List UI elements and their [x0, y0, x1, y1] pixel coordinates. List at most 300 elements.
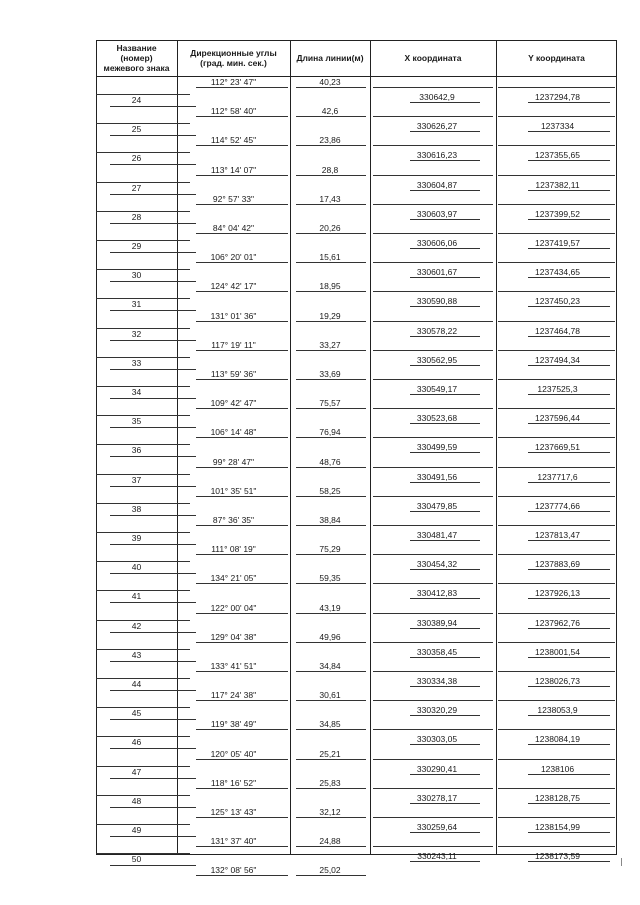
point-underline [110, 632, 196, 633]
segment-length: 20,26 [319, 223, 341, 233]
segment-underline [296, 204, 366, 205]
coord-divider [498, 496, 615, 497]
header-angles [177, 40, 290, 76]
y-coordinate: 1237382,11 [535, 179, 580, 190]
coord-underline [410, 803, 480, 804]
segment-length: 15,61 [319, 252, 341, 263]
y-coordinate: 1238106 [540, 763, 575, 774]
point-name: 31 [131, 299, 142, 310]
coord-divider [498, 262, 615, 263]
segment-length: 19,29 [319, 310, 341, 321]
segment-underline [196, 408, 288, 409]
point-name: 29 [131, 241, 142, 251]
point-underline [110, 427, 196, 428]
segment-angle: 111° 08' 19" [211, 544, 256, 555]
coord-underline [528, 306, 610, 307]
segment-length: 25,83 [319, 777, 341, 788]
segment-length: 48,76 [319, 456, 341, 467]
x-coordinate: 330278,17 [416, 792, 458, 803]
x-coordinate: 330481,47 [416, 530, 458, 540]
segment-angle: 92° 57' 33" [212, 193, 255, 204]
segment-underline [196, 204, 288, 205]
segment-underline [296, 554, 366, 555]
header-length: Длина линии(м) [296, 53, 364, 63]
coord-divider [498, 671, 615, 672]
coord-divider [373, 613, 493, 614]
x-coordinate: 330523,68 [416, 413, 458, 424]
y-coordinate: 1237355,65 [535, 150, 580, 161]
segment-length: 38,84 [319, 515, 341, 525]
coord-divider [498, 379, 615, 380]
point-name: 40 [131, 562, 142, 573]
segment-length: 34,84 [319, 661, 341, 671]
segment-angle: 113° 14' 07" [210, 164, 257, 175]
point-name: 43 [131, 649, 142, 660]
segment-underline [196, 291, 288, 292]
coord-divider [373, 379, 493, 380]
segment-length: 76,94 [319, 427, 341, 438]
point-name: 28 [131, 211, 142, 222]
x-coordinate: 330603,97 [416, 208, 458, 219]
header-angles-line-2: (град. мин. сек.) [200, 58, 267, 68]
point-name: 39 [131, 533, 142, 543]
segment-length: 33,69 [319, 369, 341, 379]
coord-divider [498, 817, 615, 818]
coord-underline [410, 336, 480, 337]
coord-underline [528, 657, 610, 658]
point-underline [110, 719, 196, 720]
point-underline [110, 135, 196, 136]
y-coordinate: 1237883,69 [535, 559, 580, 570]
segment-underline [296, 671, 366, 672]
point-underline [110, 281, 196, 282]
y-coordinate: 1238026,73 [535, 676, 580, 686]
coord-underline [410, 394, 480, 395]
segment-underline [296, 379, 366, 380]
coord-divider [373, 350, 493, 351]
segment-underline [296, 759, 366, 760]
coord-underline [410, 219, 480, 220]
coord-underline [528, 540, 610, 541]
coord-underline [528, 803, 610, 804]
header-name-line-3: межевого знака [103, 63, 170, 73]
y-coordinate: 1237774,66 [535, 500, 580, 511]
segment-underline [196, 175, 288, 176]
segment-angle: 124° 42' 17" [210, 281, 257, 292]
coord-underline [528, 482, 610, 483]
x-coordinate: 330642,9 [419, 92, 455, 102]
coord-underline [410, 657, 480, 658]
coord-divider [498, 116, 615, 117]
column-divider-1 [177, 40, 178, 855]
segment-underline [296, 525, 366, 526]
coord-underline [410, 540, 480, 541]
segment-length: 75,29 [319, 544, 341, 555]
x-coordinate: 330562,95 [416, 354, 458, 365]
coord-underline [528, 774, 610, 775]
segment-underline [196, 525, 288, 526]
coord-divider [373, 291, 493, 292]
coord-divider [498, 759, 615, 760]
x-coordinate: 330499,59 [416, 442, 458, 453]
coord-divider [373, 759, 493, 760]
y-coordinate: 1237669,51 [535, 442, 580, 453]
point-underline [110, 486, 196, 487]
point-name: 41 [131, 591, 142, 602]
y-coordinate: 1237926,13 [535, 588, 580, 599]
point-underline [110, 252, 196, 253]
header-name-line-1: Название [116, 43, 157, 53]
segment-underline [296, 700, 366, 701]
coord-underline [528, 336, 610, 337]
segment-angle: 133° 41' 51" [210, 661, 257, 671]
coord-divider [498, 233, 615, 234]
segment-underline [196, 554, 288, 555]
segment-length: 18,95 [319, 281, 341, 292]
segment-length: 24,88 [319, 836, 341, 847]
segment-angle: 122° 00' 04" [210, 602, 257, 613]
segment-underline [296, 642, 366, 643]
segment-underline [196, 145, 288, 146]
segment-length: 75,57 [319, 398, 341, 409]
coord-underline [410, 832, 480, 833]
coord-underline [410, 511, 480, 512]
coord-underline [410, 686, 480, 687]
segment-underline [296, 116, 366, 117]
segment-underline [296, 875, 366, 876]
segment-length: 40,23 [319, 77, 341, 87]
y-coordinate: 1238128,75 [535, 792, 580, 803]
coord-underline [528, 598, 610, 599]
coord-underline [410, 102, 480, 103]
point-underline [110, 865, 196, 866]
segment-length: 43,19 [319, 602, 341, 613]
segment-angle: 117° 19' 11" [211, 339, 256, 350]
point-underline [110, 515, 196, 516]
point-name: 32 [131, 328, 142, 339]
point-underline [110, 690, 196, 691]
coord-divider [498, 700, 615, 701]
y-coordinate: 1238053,9 [537, 705, 578, 716]
segment-angle: 84° 04' 42" [212, 223, 255, 233]
segment-angle: 87° 36' 35" [212, 515, 255, 525]
coord-divider [373, 262, 493, 263]
coord-underline [528, 248, 610, 249]
point-name: 49 [131, 825, 142, 835]
segment-angle: 106° 14' 48" [210, 427, 257, 438]
segment-angle: 134° 21' 05" [210, 573, 257, 584]
x-coordinate: 330578,22 [416, 325, 458, 336]
coord-divider [373, 116, 493, 117]
point-underline [110, 661, 196, 662]
coord-underline [528, 102, 610, 103]
x-coordinate: 330389,94 [416, 617, 458, 628]
segment-underline [296, 729, 366, 730]
coord-underline [410, 190, 480, 191]
coord-underline [410, 160, 480, 161]
coord-divider [498, 554, 615, 555]
segment-angle: 109° 42' 47" [210, 398, 257, 409]
coord-divider [373, 729, 493, 730]
x-coordinate: 330334,38 [416, 676, 458, 686]
x-coordinate: 330320,29 [416, 705, 458, 716]
point-name: 36 [131, 445, 142, 456]
coord-divider [498, 291, 615, 292]
y-coordinate: 1238001,54 [535, 646, 580, 657]
coord-underline [528, 190, 610, 191]
point-underline [110, 602, 196, 603]
segment-underline [196, 613, 288, 614]
coord-underline [528, 511, 610, 512]
coord-divider [498, 408, 615, 409]
segment-angle: 99° 28' 47" [212, 456, 255, 467]
segment-underline [296, 613, 366, 614]
segment-underline [296, 467, 366, 468]
x-coordinate: 330479,85 [416, 500, 458, 511]
point-name: 33 [131, 357, 142, 368]
coord-underline [410, 277, 480, 278]
point-underline [110, 369, 196, 370]
segment-angle: 106° 20' 01" [210, 252, 257, 263]
point-name: 50 [131, 854, 142, 865]
point-name: 45 [131, 708, 142, 719]
x-coordinate: 330290,41 [416, 763, 458, 774]
x-coordinate: 330491,56 [416, 471, 458, 482]
segment-angle: 114° 52' 45" [210, 135, 257, 146]
coord-divider [373, 525, 493, 526]
coord-divider [498, 525, 615, 526]
coord-divider [373, 583, 493, 584]
y-coordinate: 1237419,57 [535, 238, 580, 248]
y-coordinate: 1237813,47 [535, 530, 580, 540]
point-name: 38 [131, 503, 142, 514]
segment-length: 25,02 [319, 865, 341, 876]
coord-divider [498, 204, 615, 205]
point-name: 25 [131, 124, 142, 135]
coord-divider [498, 467, 615, 468]
point-underline [110, 836, 196, 837]
segment-underline [296, 350, 366, 351]
segment-underline [196, 759, 288, 760]
y-coordinate: 1237717,6 [537, 471, 578, 482]
coord-divider [373, 145, 493, 146]
coord-divider [373, 321, 493, 322]
y-coordinate: 1237525,3 [537, 384, 578, 394]
coord-divider [498, 87, 615, 88]
segment-length: 33,27 [319, 339, 341, 350]
segment-underline [196, 321, 288, 322]
segment-angle: 120° 05' 40" [210, 748, 257, 759]
point-underline [110, 807, 196, 808]
segment-angle: 131° 37' 40" [210, 836, 257, 847]
coord-underline [410, 482, 480, 483]
segment-underline [196, 729, 288, 730]
segment-underline [296, 496, 366, 497]
y-coordinate: 1238173,59 [535, 851, 580, 862]
coord-divider [373, 233, 493, 234]
coord-underline [528, 219, 610, 220]
header-angles-line-1: Дирекционные углы [190, 48, 277, 58]
segment-underline [196, 817, 288, 818]
point-name: 44 [131, 679, 142, 689]
point-underline [110, 748, 196, 749]
coord-underline [528, 715, 610, 716]
segment-length: 34,85 [319, 719, 341, 730]
point-name: 27 [131, 182, 142, 193]
y-coordinate: 1238084,19 [535, 734, 580, 745]
segment-length: 30,61 [319, 690, 341, 701]
segment-underline [196, 116, 288, 117]
coord-underline [410, 248, 480, 249]
coord-underline [410, 598, 480, 599]
point-underline [110, 544, 196, 545]
segment-length: 42,6 [321, 106, 339, 117]
coord-divider [373, 437, 493, 438]
coord-underline [410, 131, 480, 132]
segment-underline [196, 262, 288, 263]
point-name: 26 [131, 153, 142, 164]
coord-underline [528, 277, 610, 278]
segment-underline [196, 233, 288, 234]
segment-underline [296, 321, 366, 322]
segment-angle: 125° 13' 43" [210, 807, 257, 817]
segment-angle: 113° 59' 36" [210, 369, 257, 379]
y-coordinate: 1237962,76 [535, 617, 580, 628]
segment-underline [196, 700, 288, 701]
segment-underline [196, 846, 288, 847]
x-coordinate: 330454,32 [416, 559, 458, 570]
scan-mark [621, 858, 622, 866]
x-coordinate: 330549,17 [416, 384, 458, 394]
x-coordinate: 330412,83 [416, 588, 458, 599]
header-y: Y координата [528, 53, 585, 63]
segment-underline [196, 350, 288, 351]
segment-underline [196, 788, 288, 789]
segment-underline [296, 262, 366, 263]
segment-angle: 132° 08' 56" [210, 865, 257, 876]
coord-divider [498, 583, 615, 584]
segment-length: 23,86 [319, 135, 341, 146]
segment-angle: 129° 04' 38" [210, 631, 257, 642]
x-coordinate: 330604,87 [416, 179, 458, 190]
point-name: 24 [131, 95, 142, 105]
segment-angle: 118° 16' 52" [210, 777, 257, 788]
point-name: 42 [131, 620, 142, 631]
coord-divider [498, 437, 615, 438]
coord-divider [498, 145, 615, 146]
y-coordinate: 1237596,44 [535, 413, 580, 424]
x-coordinate: 330259,64 [416, 822, 458, 832]
segment-underline [196, 467, 288, 468]
column-divider-4 [496, 40, 497, 855]
coord-divider [498, 613, 615, 614]
x-coordinate: 330243,11 [417, 851, 457, 862]
y-coordinate: 1237464,78 [535, 325, 580, 336]
coord-underline [410, 423, 480, 424]
x-coordinate: 330590,88 [416, 296, 458, 307]
coord-underline [410, 452, 480, 453]
coord-divider [373, 846, 493, 847]
segment-angle: 112° 23' 47" [210, 77, 257, 87]
coord-divider [373, 87, 493, 88]
point-underline [110, 310, 196, 311]
segment-angle: 112° 58' 40" [210, 106, 257, 117]
coord-underline [528, 452, 610, 453]
y-coordinate: 1237294,78 [535, 92, 580, 102]
coord-divider [373, 467, 493, 468]
coord-underline [410, 306, 480, 307]
column-divider-3 [370, 40, 371, 855]
coord-divider [498, 175, 615, 176]
segment-underline [296, 846, 366, 847]
segment-underline [196, 583, 288, 584]
coord-divider [373, 817, 493, 818]
segment-angle: 131° 01' 36" [210, 310, 257, 321]
point-name: 34 [131, 387, 142, 397]
y-coordinate: 1237450,23 [535, 296, 580, 307]
coord-underline [528, 131, 610, 132]
point-name: 37 [131, 474, 142, 485]
x-coordinate: 330358,45 [416, 646, 458, 657]
point-name: 46 [131, 737, 142, 748]
coord-underline [410, 861, 480, 862]
coord-underline [410, 744, 480, 745]
point-underline [110, 223, 196, 224]
header-name [96, 40, 177, 76]
point-underline [110, 456, 196, 457]
segment-underline [196, 87, 288, 88]
coord-underline [410, 715, 480, 716]
segment-underline [296, 408, 366, 409]
coord-underline [528, 423, 610, 424]
coord-underline [410, 628, 480, 629]
segment-angle: 101° 35' 51" [210, 485, 257, 496]
segment-underline [196, 496, 288, 497]
point-underline [110, 778, 196, 779]
segment-underline [296, 145, 366, 146]
y-coordinate: 1237494,34 [535, 354, 580, 365]
x-coordinate: 330626,27 [416, 121, 458, 132]
coord-underline [528, 160, 610, 161]
segment-underline [296, 291, 366, 292]
coord-divider [373, 788, 493, 789]
segment-underline [196, 642, 288, 643]
y-coordinate: 1237434,65 [535, 267, 580, 278]
coord-divider [498, 642, 615, 643]
x-coordinate: 330601,67 [416, 267, 458, 278]
coord-divider [373, 671, 493, 672]
segment-length: 59,35 [319, 573, 341, 584]
coord-divider [373, 700, 493, 701]
segment-length: 49,96 [319, 631, 341, 642]
coord-divider [373, 175, 493, 176]
coord-underline [528, 832, 610, 833]
segment-underline [296, 175, 366, 176]
segment-length: 32,12 [319, 807, 341, 817]
point-name: 48 [131, 795, 142, 806]
point-underline [110, 194, 196, 195]
segment-length: 58,25 [319, 485, 341, 496]
column-divider-2 [290, 40, 291, 855]
segment-underline [196, 437, 288, 438]
coord-divider [373, 554, 493, 555]
point-name: 30 [131, 270, 142, 281]
coord-underline [410, 569, 480, 570]
segment-length: 25,21 [319, 748, 341, 759]
segment-underline [296, 437, 366, 438]
x-coordinate: 330606,06 [416, 238, 458, 248]
segment-angle: 117° 24' 38" [210, 690, 257, 701]
